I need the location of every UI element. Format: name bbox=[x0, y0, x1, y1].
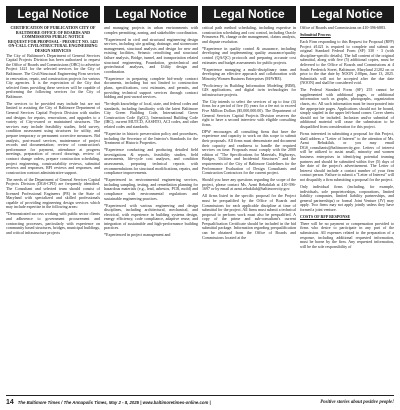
notice-paragraph: *In-depth knowledge of local, state, and federal codes and standards, including familiarity with the latest Baltimore City Green Building Code, International Green Construction Code (IgCC), International Building Code (IBC), current MUTCD, AASHTO, ACI codes, and other related codes and standards. bbox=[104, 101, 198, 130]
notice-paragraph: *Experience in preparing complete bid-ready contract documents, including but not limited to construction plans, specifications, cost estimates, and permits, and providing technical support services through contract bidding and post-award services. bbox=[104, 75, 198, 100]
column-2 bbox=[104, 6, 198, 392]
notice-paragraph: *Expertise in historic preservation policy and procedures, including the Secretary of the Interior's Standards for the Treatment of Historic Properties. bbox=[104, 131, 198, 146]
notice-paragraph: CERTIFICATION OF PUBLICATION CITY OF BALTIMORE OFFICE OF BOARDS AND COMMISSIONS PUBLIC NOTICE bbox=[10, 25, 96, 40]
column-body bbox=[300, 26, 394, 249]
notice-paragraph: Should you have any questions regarding the scope of the project, please contact Ms. Azmi Rehakilah at 410-396-1697 or by email at azmi.rehakilah@baltimorecity.gov. bbox=[202, 177, 296, 192]
column-body bbox=[6, 26, 100, 235]
notice-paragraph: critical path method scheduling, including expertise in construction scheduling and cost control, including Oracle Primavera P6, change order management, claims analysis, and dispute resolution. bbox=[202, 25, 296, 44]
legal-notice-heading: Legal Notice bbox=[202, 6, 296, 23]
notice-paragraph: Office of Boards and Commissions on 410-396-6883. bbox=[300, 25, 387, 30]
notice-paragraph: *Experience conducting and producing detailed field investigations & reports, feasibility studies, field assessments, life-cycle cost analyses, and condition assessments, preparing technical reports with recommendations for structural modifications, repairs, and compliance improvements. bbox=[104, 147, 198, 176]
notice-paragraph: The Federal Standard Form (SF) 255 cannot be supplemented with additional pages, or additional information such as graphs, photographs, organization charts, etc. All such information must be incorporated into the appropriate pages. Applications should not be bound, simply stapled in the upper left-hand corner. Cover sheets should not be included. Inclusion and/or submittal of additional material will cause the submission to be disqualified from consideration for this project. bbox=[300, 87, 394, 130]
notice-paragraph: Firms interested in submitting a proposal for this Project, shall address a "Letter of Interest" to the attention of Ms. Azmi Rehakilah, or you may email DGS_consultants@baltimorecity.gov. Letters of interest will be utilized to assist small, minority and women business enterprises in identifying potential teaming partners and should be submitted within five (5) days of the date of the project's advertisement. The Letter of Interest should include a contact number of your firm contact person. Failure to submit a "Letter of Interest" will not disqualify a firm submitting a proposal for the project. bbox=[300, 131, 394, 182]
notice-paragraph: DPW encourages all consulting firms that have the experience and capacity to work on this scope to submit their proposals. All firms must demonstrate and document their capacity and readiness to handle the required services on time. Proposals must comply with the 2008 edition of "The Specifications for Materials, Highways, Bridges, Utilities and Incidental Structures" and the requirements of the City of Baltimore Guidelines for the Performance Evaluation of Design Consultants and Construction Contractors for the current project. bbox=[202, 128, 296, 176]
legal-notice-heading: Legal Notice bbox=[104, 6, 198, 23]
legal-notice-heading: Legal Notice bbox=[6, 6, 100, 23]
section-heading: Submittal Process bbox=[300, 31, 331, 37]
page-footer bbox=[6, 395, 394, 408]
legal-notice-heading: Legal Notice bbox=[300, 6, 394, 23]
notice-paragraph: Each Firm responding to this Request for Proposal (RFP) Project #1421 is required to complete and submit an original Standard Federal Form (SF) 330 - 3 (with discipline-specific details). The full content of the original submittal, along with five (5) additional copies, must be delivered to the Office of Boards and Commissions at 4 South Frederick Street, Baltimore, Maryland 21202 on or prior to the due date by NOON 2:00pm, June 13, 2025. Submittals will not be accepted after the due date (NOON) and shall be considered void. bbox=[300, 38, 394, 86]
notice-paragraph: All firms listed in the specific proposal for the Project must be prequalified by the Office of Boards and Commissions for each applicable discipline at time of submittal for the project. All firms must submit a technical proposal to perform work must also be prequalified. A copy of the prime and sub-consultant's current Prequalification Certificate should be included in the bid submittal package. Information regarding prequalification can be obtained from the Office of Boards and Commissions located at the bbox=[202, 193, 296, 240]
publication-line: The Baltimore Times / The Annapolis Times, May 2 - 8, 2025 | www.baltimoretimes-online.com | bbox=[17, 399, 211, 405]
notice-paragraph: *Proficiency in Building Information Modeling (BIM), GIS applications, and digital twin technologies for infrastructure projects. bbox=[202, 82, 296, 97]
notice-paragraph: Only individual firms (including, for example, individuals, sole proprietorships, corporations, limited liability companies, limited liability partnerships, and general partnerships) or formal Joint Venture (JV) may apply. Two firms may not apply jointly unless they have formed a joint venture. bbox=[300, 183, 394, 212]
notice-paragraph: There will be no payment or compensation provided to firms who desire to participate in any part of the submission. All expenses related to the preparation of a response, including additional requested information, must be borne by the firm. Any requested information, will be the sole responsibility of bbox=[300, 220, 394, 249]
legal-notice-columns bbox=[6, 6, 394, 392]
notice-paragraph: *Experienced in civil and structural engineering design services, including site grading, drainage, and stormwater management, structural analysis and design for new and existing facilities, Seismic retrofitting and structural failure analysis, Bridge, tunnel, and transportation related structural engineering, Foundation, geotechnical and geotechnical analyses, and Utility design and coordination. bbox=[104, 36, 198, 74]
column-body bbox=[104, 26, 198, 238]
notice-paragraph: *Experience in quality control & assurance, including developing and implementing quality assurance/quality control (QA/QC) protocols and preparing accurate cost estimates and budget assessments for public projects. bbox=[202, 45, 296, 65]
notice-paragraph: The City intends to select the services of up to four (4) firms for a period of five (5) years for a fee not to exceed Five Million Dollars ($5,000,000.00). The Department of General Services Capital Projects Division reserves the right to have a second interview with eligible consulting firms. bbox=[202, 98, 296, 127]
column-3 bbox=[202, 6, 296, 392]
notice-paragraph: The needs of the Department of General Services Capital Projects Division (DGS-CPD) are frequently identified. The Consultant and selected team should consist of licensed Professional Engineers (PE) in the State of Maryland with specialized and skilled professionals capable of providing engineering design services which may include expertise in the following areas: bbox=[6, 176, 100, 210]
notice-paragraph: *Demonstrated success working with public sector clients and adherence to government procurement and contracting processes, particularly with experience on community based structures, bridges, municipal buildings, and critical infrastructure projects bbox=[6, 211, 100, 235]
notice-paragraph: *Experienced in environmental engineering services, including sampling, testing, and remediation planning for hazardous materials (e.g., lead, asbestos, PCB, mold) and compliance with environmental regulations and sustainable engineering practices. bbox=[104, 177, 198, 201]
column-1 bbox=[6, 6, 100, 392]
notice-paragraph: The City of Baltimore's Department of General Services Capital Projects Division has been authorized to request the Office of Boards and Commissions (OBC) to advertise Project 1421 for the selected services for the City of Baltimore. The Civil/Structural Engineering Firm services in renovation, repair, and construction projects for various City agencies. It is the expectation of the City that selected firms providing these services will be capable of performing the following services for the City of Baltimore. bbox=[6, 52, 100, 99]
column-body bbox=[202, 26, 296, 240]
notice-paragraph: *Experienced in project management and bbox=[104, 232, 171, 238]
column-4 bbox=[300, 6, 394, 392]
notice-paragraph: REQUEST FOR PROPOSAL - PROJECT NO. 1421 ON-CALL CIVIL/STRUCTURAL ENGINEERING DESIGN SERVICES bbox=[8, 38, 98, 53]
notice-paragraph: The services to be provided may include but are not limited to assisting the City of Baltimore Department of General Services Capital Projects Division with studies and designs for repairs, renovations, and upgrades to a variety of City-owned or maintained structures. The services may include feasibility studies, field survey, condition assessment using structures for utility, and prepare temporary or permanent corrective measures. Bid analysis, post-award services, maintenance of project records and documentation; review of construction's performance for payment, attendance at progress meetings, preparation of record drawings, review of contract change orders, prepare construction scheduling, project engineering, constructability reviews, submittal reviews and responses, RFI reviews and responses, and construction contract administrative support. bbox=[6, 100, 100, 175]
notice-paragraph: *Experience managing a multi-disciplinary team and developing an effective approach and collaboration with Minority/Women Business Enterprises (M/WBE). bbox=[202, 66, 296, 81]
section-heading: COSTS OF RFP RESPONSE bbox=[300, 213, 351, 219]
page-number: 14 bbox=[6, 398, 14, 406]
tagline: Positive stories about positive people! bbox=[320, 399, 394, 405]
notice-paragraph: and managing projects in urban environments with complex permitting, zoning, and stakeholder coordination. bbox=[104, 25, 198, 35]
notice-paragraph: *Experienced with various engineering and design disciplines, including architectural, mechanical, and electrical, with experience in building systems design, energy efficiency, code compliance, adaptive reuse, and integration of sustainable and high-performance building practices. bbox=[104, 202, 198, 231]
